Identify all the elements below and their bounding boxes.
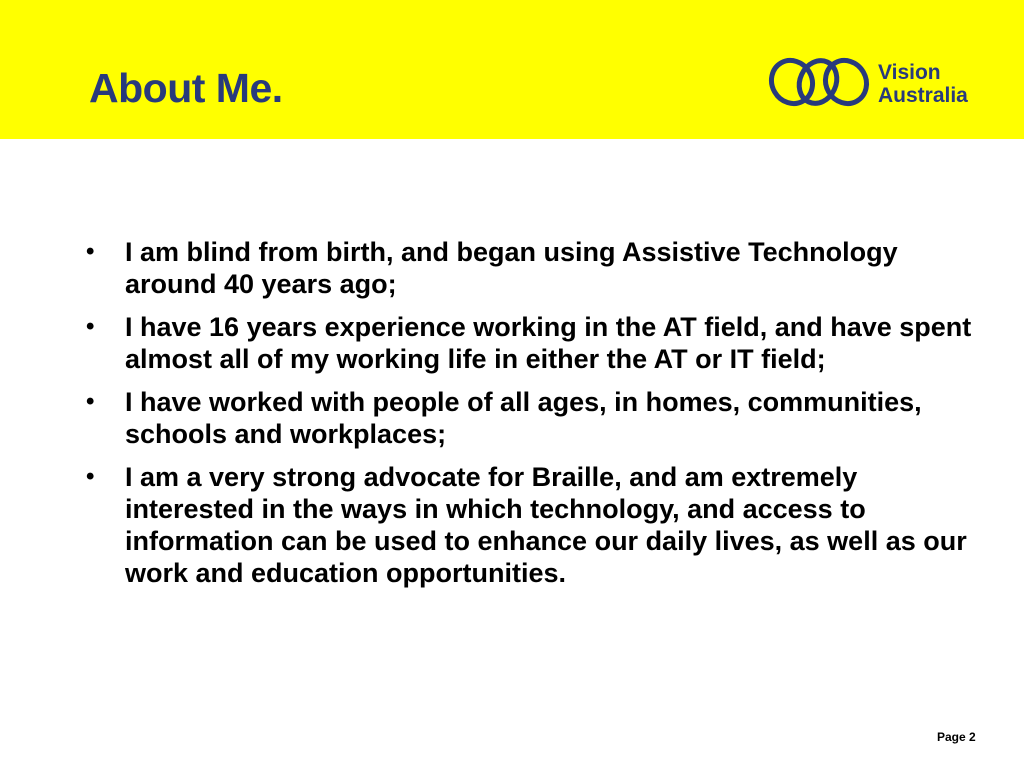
logo-line-2: Australia: [878, 84, 968, 107]
bullet-text: I have 16 years experience working in the AT field, and have spent almost all of my working life in either the AT or IT field;: [125, 312, 972, 374]
bullet-item: [86, 461, 986, 589]
bullet-text: I have worked with people of all ages, in homes, communities, schools and workplaces;: [125, 387, 922, 449]
vision-australia-logo: [768, 55, 988, 111]
page-number: Page 2: [937, 730, 976, 744]
header-band: [0, 0, 1024, 139]
logo-wordmark: [878, 61, 968, 107]
bullet-marker: •: [86, 463, 95, 490]
logo-line-1: Vision: [878, 61, 941, 84]
bullet-list: [86, 236, 986, 600]
bullet-item: [86, 311, 986, 375]
bullet-item: [86, 236, 986, 300]
bullet-marker: •: [86, 313, 95, 340]
bullet-text: I am blind from birth, and began using Assistive Technology around 40 years ago;: [125, 237, 898, 299]
bullet-text: I am a very strong advocate for Braille, and am extremely interested in the ways in which technology, and access to information can be used to enhance our daily lives, as well as our work and education opportunities.: [125, 462, 967, 588]
bullet-marker: •: [86, 388, 95, 415]
bullet-item: [86, 386, 986, 450]
slide-title: About Me.: [89, 65, 283, 111]
bullet-marker: •: [86, 238, 95, 265]
vision-australia-rings-icon: [768, 55, 872, 111]
